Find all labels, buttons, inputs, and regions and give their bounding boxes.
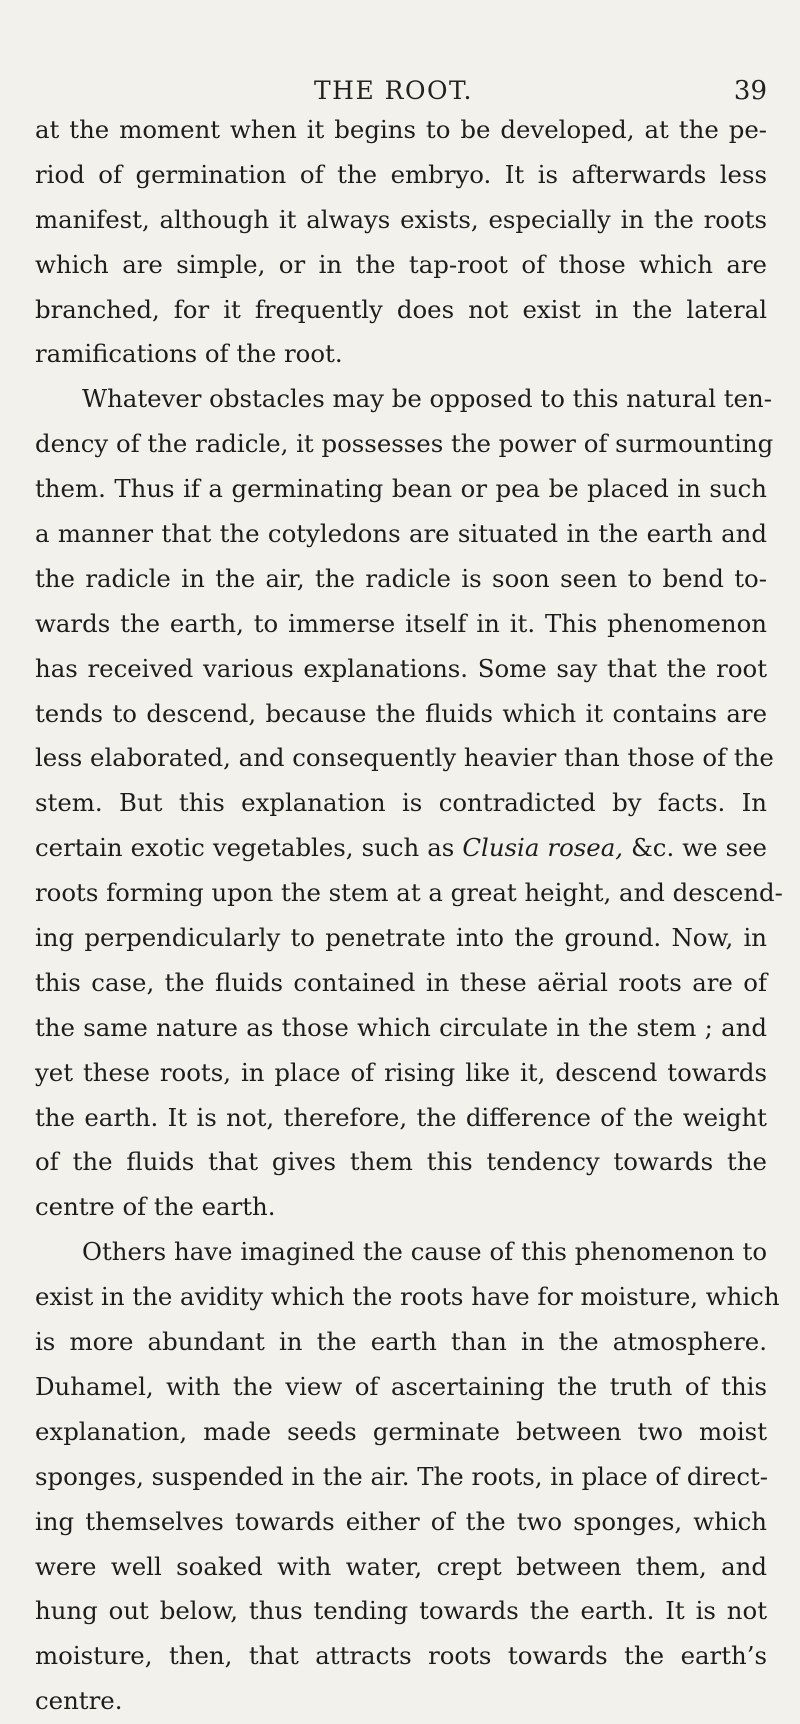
text-line: branched, for it frequently does not exist in the lateral xyxy=(35,294,767,324)
page-number: 39 xyxy=(733,76,767,106)
text-segment: &c. we see xyxy=(623,833,767,863)
text-line: centre of the earth. xyxy=(35,1192,276,1222)
text-line: less elaborated, and consequently heavier than those of the xyxy=(35,743,774,773)
text-line: is more abundant in the earth than in the atmosphere. xyxy=(35,1327,767,1357)
text-line: has received various explanations. Some say that the root xyxy=(35,653,767,683)
text-line: stem. But this explanation is contradicted by facts. In xyxy=(35,788,767,818)
text-line: dency of the radicle, it possesses the power of surmounting xyxy=(35,429,774,459)
text-line: sponges, suspended in the air. The roots, in place of direct- xyxy=(35,1461,769,1491)
italic-species-name: Clusia rosea, xyxy=(462,833,624,863)
text-line: ing perpendicularly to penetrate into the ground. Now, in xyxy=(35,923,767,953)
text-line: the radicle in the air, the radicle is soon seen to bend to- xyxy=(35,563,767,593)
text-line: at the moment when it begins to be developed, at the pe- xyxy=(35,115,767,144)
text-line: manifest, although it always exists, especially in the roots xyxy=(35,204,767,234)
text-line: yet these roots, in place of rising like it, descend towards xyxy=(35,1057,767,1087)
text-line: wards the earth, to immerse itself in it. This phenomenon xyxy=(35,608,767,638)
running-head xyxy=(0,76,800,108)
text-line: riod of germination of the embryo. It is afterwards less xyxy=(35,159,767,189)
text-line: Duhamel, with the view of ascertaining the truth of this xyxy=(35,1371,767,1401)
text-line: the earth. It is not, therefore, the difference of the weight xyxy=(35,1102,767,1132)
text-line: the same nature as those which circulate in the stem ; and xyxy=(35,1012,767,1042)
text-line: this case, the fluids contained in these aërial roots are of xyxy=(35,967,767,997)
text-line-paragraph-start: Whatever obstacles may be opposed to this natural ten- xyxy=(82,384,772,414)
text-line: roots forming upon the stem at a great height, and descend- xyxy=(35,878,783,908)
text-line: explanation, made seeds germinate between two moist xyxy=(35,1416,767,1446)
text-line: them. Thus if a germinating bean or pea be placed in such xyxy=(35,474,767,504)
text-line: centre. xyxy=(35,1686,123,1716)
running-title: THE ROOT. xyxy=(314,76,473,105)
text-line: were well soaked with water, crept between them, and xyxy=(35,1551,767,1581)
text-line-with-italic xyxy=(35,826,767,871)
text-line: a manner that the cotyledons are situated in the earth and xyxy=(35,519,767,549)
text-line: tends to descend, because the fluids which it contains are xyxy=(35,698,767,728)
text-segment: certain exotic vegetables, such as xyxy=(35,833,463,863)
text-line: ramifications of the root. xyxy=(35,339,343,369)
text-line: which are simple, or in the tap-root of those which are xyxy=(35,249,767,279)
text-line: hung out below, thus tending towards the earth. It is not xyxy=(35,1596,767,1626)
text-line: exist in the avidity which the roots have for moisture, which xyxy=(35,1282,780,1312)
text-line-paragraph-start: Others have imagined the cause of this phenomenon to xyxy=(82,1237,767,1267)
text-line: ing themselves towards either of the two sponges, which xyxy=(35,1506,767,1536)
body-text xyxy=(35,108,783,1724)
text-line: of the fluids that gives them this tendency towards the xyxy=(35,1147,767,1177)
text-line: moisture, then, that attracts roots towards the earth’s xyxy=(35,1641,767,1671)
